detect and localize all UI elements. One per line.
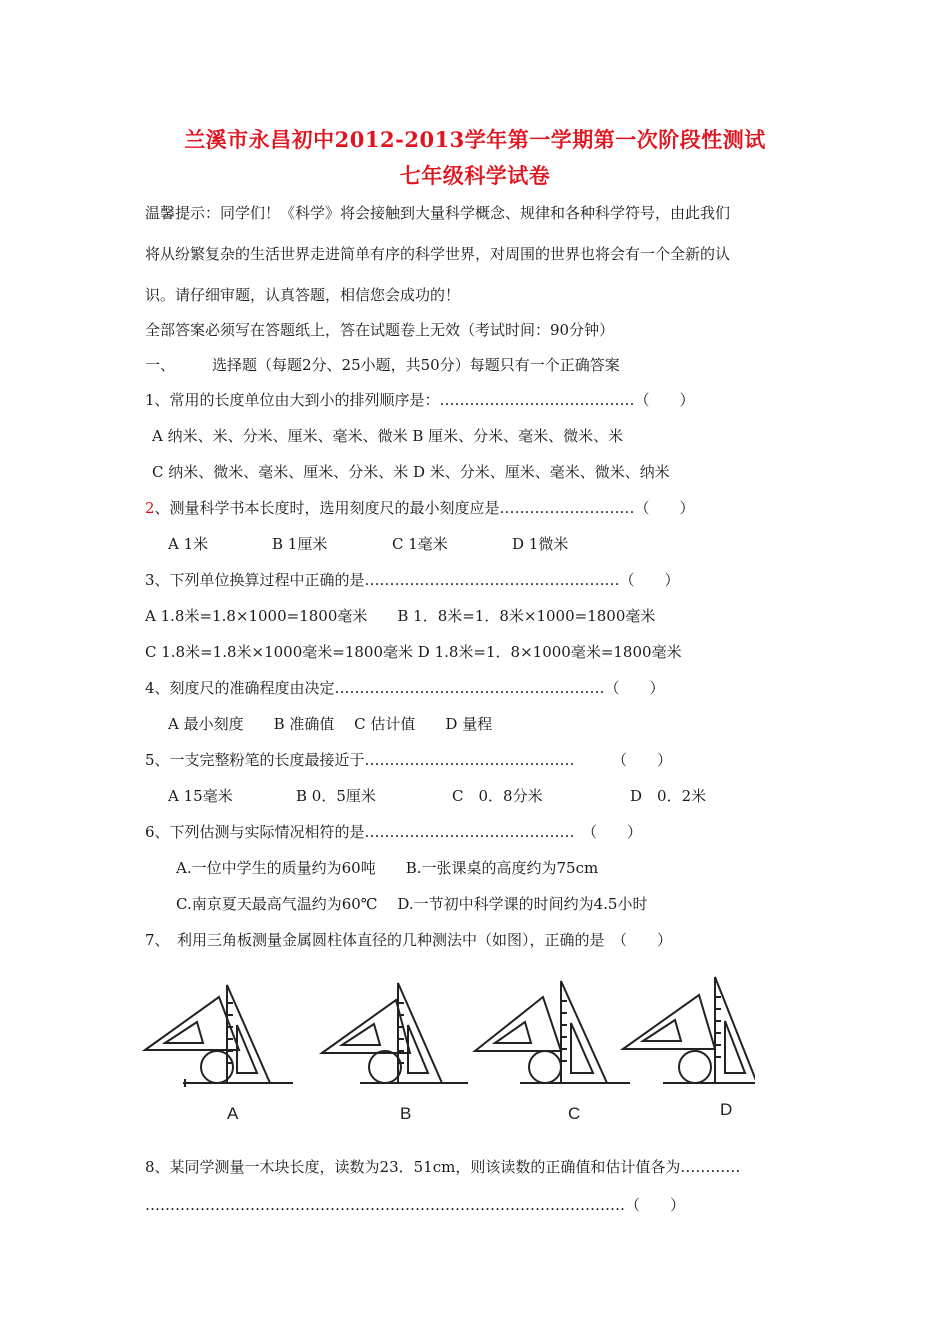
- section-heading: 选择题（每题2分、25小题，共50分）每题只有一个正确答案: [212, 356, 620, 374]
- question-2-option-d: D 1微米: [512, 535, 569, 553]
- question-1-stem: 1、常用的长度单位由大到小的排列顺序是：…………………………………（ ）: [145, 391, 695, 409]
- question-5-option-b: B 0．5厘米: [296, 787, 376, 805]
- question-7-stem: 7、 利用三角板测量金属圆柱体直径的几种测法中（如图），正确的是 （ ）: [145, 931, 673, 949]
- figure-label-d: D: [720, 1100, 733, 1119]
- intro-line-4: 全部答案必须写在答题纸上，答在试题卷上无效（考试时间：90分钟）: [145, 321, 615, 339]
- figure-label-b: B: [400, 1104, 412, 1123]
- question-8-stem: 8、某同学测量一木块长度，读数为23．51cm，则该读数的正确值和估计值各为…………: [145, 1158, 741, 1176]
- figure-c: [475, 981, 630, 1083]
- question-5-option-c: C 0．8分米: [452, 787, 543, 805]
- question-8-continuation: ……………………………………………………………………………………（ ）: [145, 1196, 686, 1214]
- question-2-option-b: B 1厘米: [272, 535, 328, 553]
- question-6-options-cd: C.南京夏天最高气温约为60℃ D.一节初中科学课的时间约为4.5小时: [176, 895, 648, 913]
- question-2-option-c: C 1毫米: [392, 535, 448, 553]
- exam-subtitle: 七年级科学试卷: [399, 163, 551, 188]
- section-number: 一、: [145, 356, 176, 374]
- question-2-number: 2: [145, 499, 155, 517]
- question-3-stem: 3、下列单位换算过程中正确的是……………………………………………（ ）: [145, 571, 680, 589]
- triangle-measurement-figure: [135, 975, 755, 1125]
- question-5-option-a: A 15毫米: [168, 787, 233, 805]
- intro-line-1: 温馨提示：同学们！《科学》将会接触到大量科学概念、规律和各种科学符号，由此我们: [145, 204, 731, 222]
- figure-label-a: A: [227, 1104, 239, 1123]
- question-3-options-ab: A 1.8米=1.8×1000=1800毫米 B 1．8米=1．8米×1000=1800毫米: [145, 607, 656, 625]
- intro-line-3: 识。请仔细审题，认真答题，相信您会成功的！: [145, 286, 461, 304]
- question-2-stem: [145, 498, 695, 518]
- question-4-stem: 4、刻度尺的准确程度由决定………………………………………………（ ）: [145, 679, 665, 697]
- figure-b: [322, 983, 468, 1083]
- question-4-options: A 最小刻度 B 准确值 C 估计值 D 量程: [168, 715, 493, 733]
- figure-label-c: C: [568, 1104, 581, 1123]
- question-2-text: 、测量科学书本长度时，选用刻度尺的最小刻度应是………………………（ ）: [154, 499, 695, 517]
- question-6-stem: 6、下列估测与实际情况相符的是…………………………………… （ ）: [145, 823, 643, 841]
- question-6-options-ab: A.一位中学生的质量约为60吨 B.一张课桌的高度约为75cm: [176, 859, 599, 877]
- question-5-stem: 5、一支完整粉笔的长度最接近于…………………………………… （ ）: [145, 751, 673, 769]
- question-2-option-a: A 1米: [168, 535, 209, 553]
- question-1-options-ab: A 纳米、米、分米、厘米、毫米、微米 B 厘米、分米、毫米、微米、米: [152, 427, 624, 445]
- figure-d: [623, 977, 755, 1083]
- exam-title: 兰溪市永昌初中2012-2013学年第一学期第一次阶段性测试: [184, 127, 766, 152]
- question-1-options-cd: C 纳米、微米、毫米、厘米、分米、米 D 米、分米、厘米、毫米、微米、纳米: [152, 463, 670, 481]
- intro-line-2: 将从纷繁复杂的生活世界走进简单有序的科学世界，对周围的世界也将会有一个全新的认: [145, 245, 731, 263]
- question-5-option-d: D 0．2米: [630, 787, 707, 805]
- question-3-options-cd: C 1.8米=1.8米×1000毫米=1800毫米 D 1.8米=1．8×1000毫米=1800毫米: [145, 643, 682, 661]
- figure-a: [145, 985, 293, 1087]
